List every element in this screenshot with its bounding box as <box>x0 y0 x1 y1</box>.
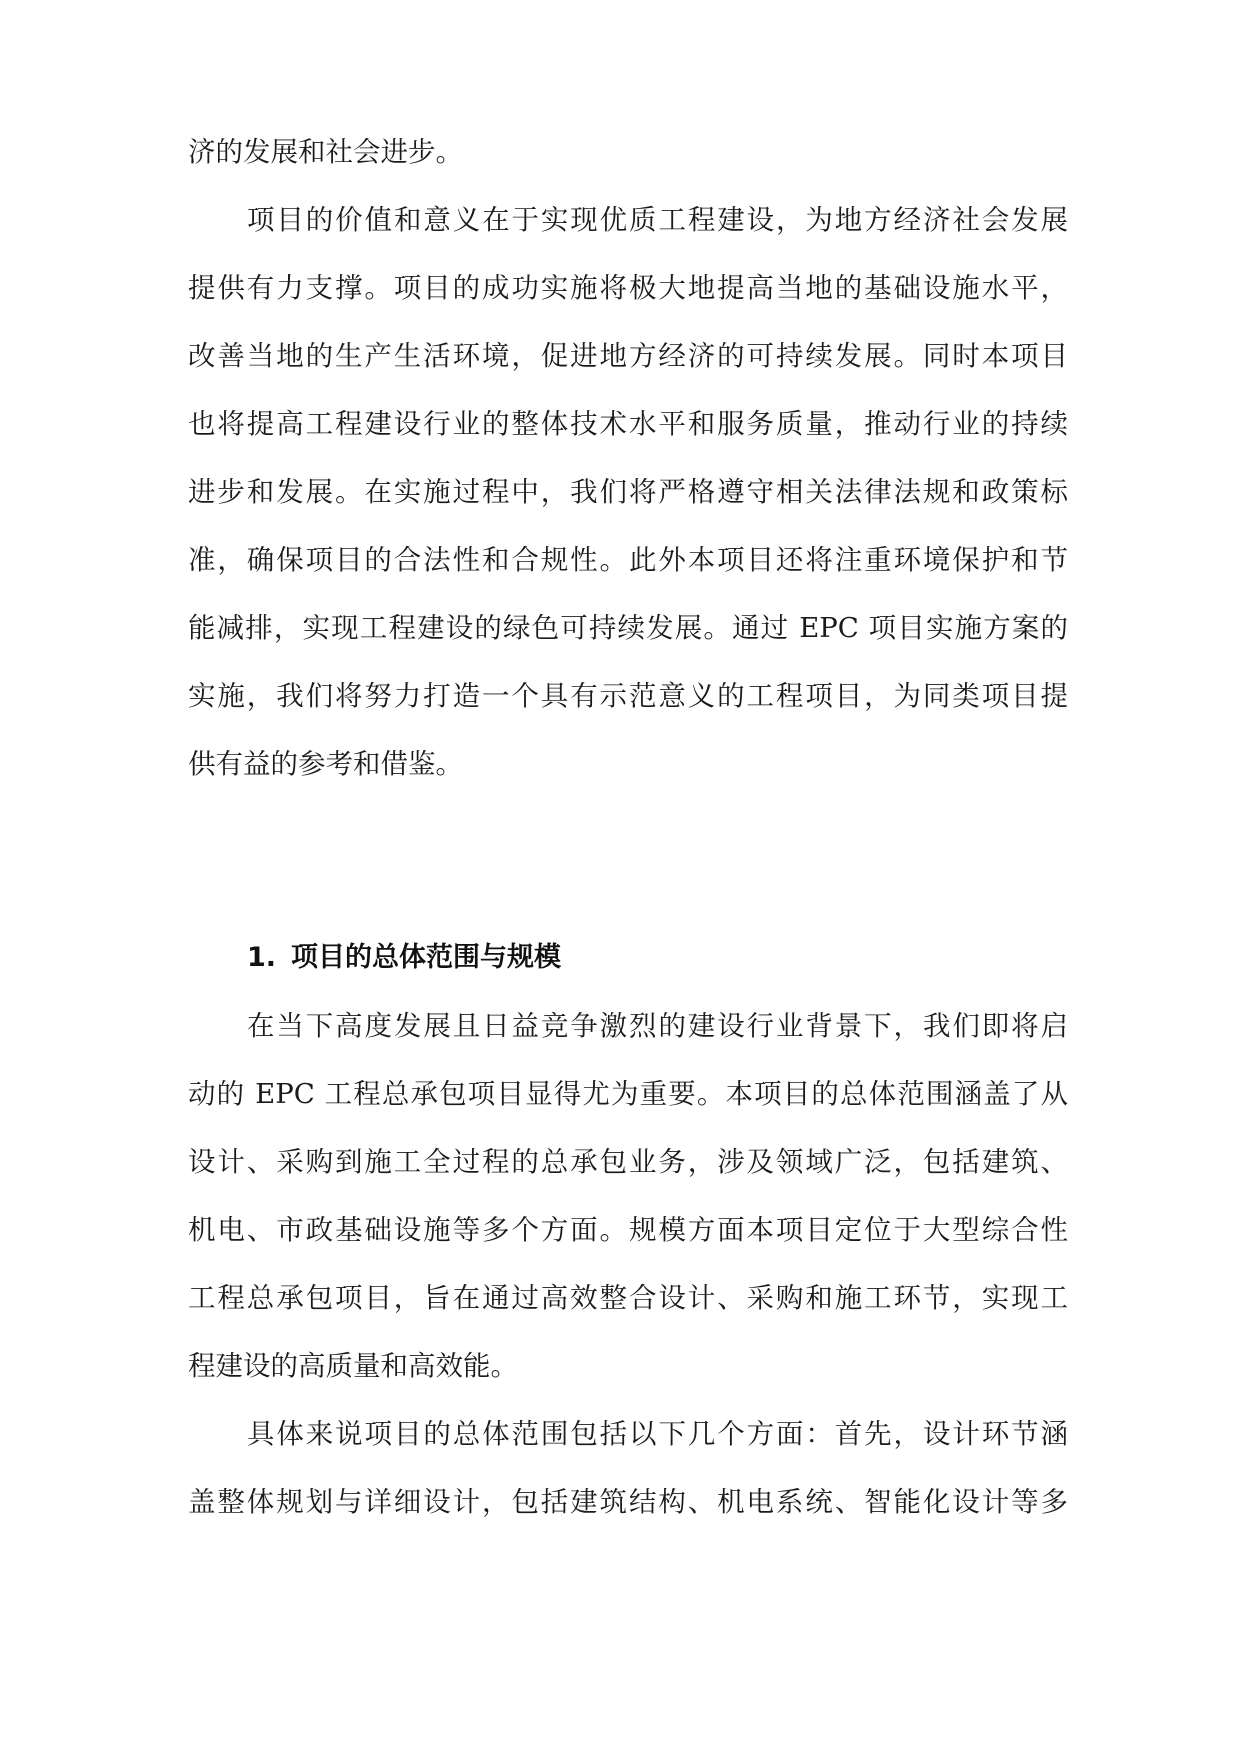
paragraph-line: 工程总承包项目，旨在通过高效整合设计、采购和施工环节，实现工 <box>188 1282 1068 1314</box>
paragraph-line: 供有益的参考和借鉴。 <box>188 748 463 780</box>
paragraph-line: 济的发展和社会进步。 <box>188 136 463 168</box>
section-number: 1. <box>247 942 277 973</box>
section-heading <box>247 938 561 978</box>
paragraph-line: 盖整体规划与详细设计，包括建筑结构、机电系统、智能化设计等多 <box>188 1486 1068 1518</box>
paragraph-line: 准，确保项目的合法性和合规性。此外本项目还将注重环境保护和节 <box>188 544 1068 576</box>
paragraph-line: 程建设的高质量和高效能。 <box>188 1350 518 1382</box>
paragraph-line: 进步和发展。在实施过程中，我们将严格遵守相关法律法规和政策标 <box>188 476 1068 508</box>
paragraph-line: 机电、市政基础设施等多个方面。规模方面本项目定位于大型综合性 <box>188 1214 1068 1246</box>
paragraph-line: 提供有力支撑。项目的成功实施将极大地提高当地的基础设施水平， <box>188 272 1068 304</box>
paragraph-line: 改善当地的生产生活环境，促进地方经济的可持续发展。同时本项目 <box>188 340 1068 372</box>
paragraph-line: 也将提高工程建设行业的整体技术水平和服务质量，推动行业的持续 <box>188 408 1068 440</box>
paragraph-line: 项目的价值和意义在于实现优质工程建设，为地方经济社会发展 <box>247 204 1068 236</box>
section-title: 项目的总体范围与规模 <box>291 942 561 973</box>
paragraph-line: 动的 EPC 工程总承包项目显得尤为重要。本项目的总体范围涵盖了从 <box>188 1078 1068 1110</box>
paragraph-line: 能减排，实现工程建设的绿色可持续发展。通过 EPC 项目实施方案的 <box>188 612 1068 644</box>
paragraph-line: 在当下高度发展且日益竞争激烈的建设行业背景下，我们即将启 <box>247 1010 1068 1042</box>
paragraph-line: 具体来说项目的总体范围包括以下几个方面：首先，设计环节涵 <box>247 1418 1068 1450</box>
paragraph-line: 设计、采购到施工全过程的总承包业务，涉及领域广泛，包括建筑、 <box>188 1146 1068 1178</box>
paragraph-line: 实施，我们将努力打造一个具有示范意义的工程项目，为同类项目提 <box>188 680 1068 712</box>
